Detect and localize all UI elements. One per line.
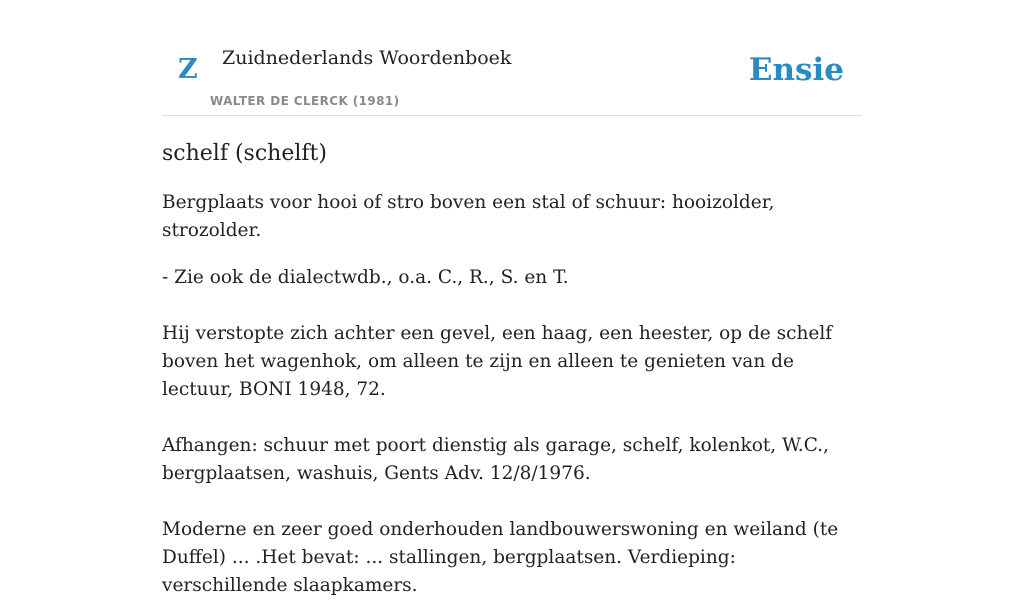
ensie-logo[interactable]: Ensie [748,52,844,88]
dictionary-header [162,0,862,116]
entry-example: Afhangen: schuur met poort dienstig als garage, schelf, kolenkot, W.C., bergplaatsen, washuis, Gents Adv. 12/8/1976. [162,435,829,484]
entry-note: - Zie ook de dialectwdb., o.a. C., R., S. en T. [162,267,569,288]
entry-content [162,138,862,600]
entry-definition: Bergplaats voor hooi of stro boven een stal of schuur: hooizolder, strozolder. [162,192,775,241]
dictionary-title[interactable]: Zuidnederlands Woordenboek [222,47,512,69]
dictionary-logo-letter[interactable]: Z [178,54,198,85]
entry-example: Hij verstopte zich achter een gevel, een haag, een heester, op de schelf boven het wagenhok, om alleen te zijn en alleen te genieten van de lectuur, BONI 1948, 72. [162,323,833,400]
entry-headword: schelf (schelft) [162,141,327,166]
dictionary-author: WALTER DE CLERCK (1981) [210,94,400,108]
entry-example: Moderne en zeer goed onderhouden landbouwerswoning en weiland (te Duffel) ... .Het bevat: ... stallingen, bergplaatsen. Verdieping: verschillende slaapkamers. [162,519,839,596]
